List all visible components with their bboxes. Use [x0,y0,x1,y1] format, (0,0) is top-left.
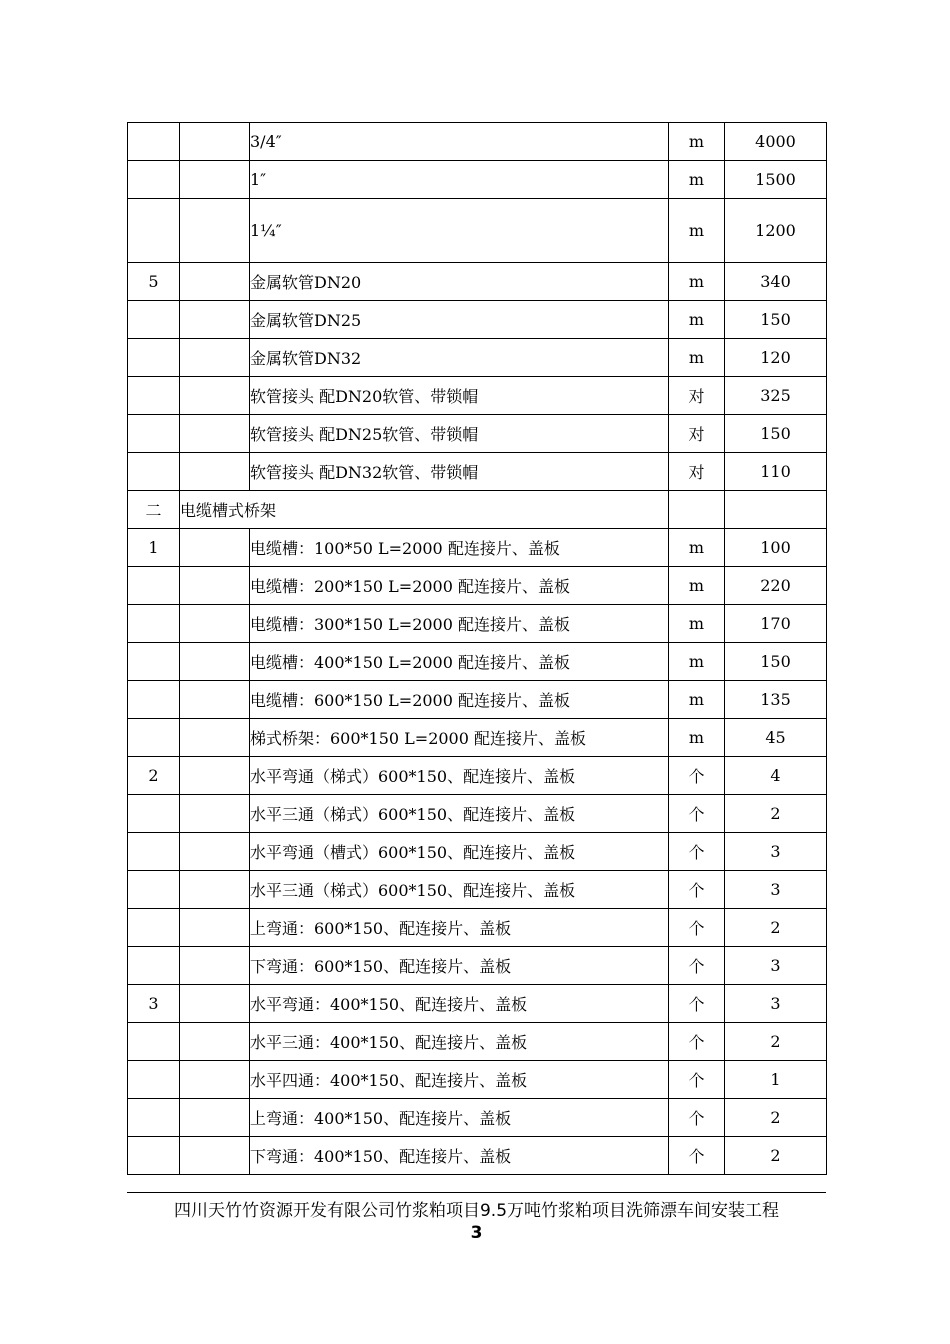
item-number-cell [128,301,180,339]
item-name-cell [180,1023,250,1061]
table-row [128,605,827,643]
unit-cell: m [669,681,725,719]
unit-cell: 个 [669,795,725,833]
quantity-cell: 3 [725,985,827,1023]
description-cell: 3/4″ [250,123,669,161]
materials-table-body [128,123,827,1175]
item-number-cell [128,1137,180,1175]
materials-table [127,122,827,1175]
table-row [128,263,827,301]
unit-cell: m [669,605,725,643]
item-number-cell [128,681,180,719]
item-number-cell [128,377,180,415]
item-number-cell [128,453,180,491]
quantity-cell: 1500 [725,161,827,199]
quantity-cell: 2 [725,909,827,947]
description-cell: 1″ [250,161,669,199]
description-cell: 软管接头 配DN25软管、带锁帽 [250,415,669,453]
item-number-cell [128,1023,180,1061]
item-name-cell [180,567,250,605]
quantity-cell: 4000 [725,123,827,161]
quantity-cell [725,491,827,529]
description-cell: 上弯通：600*150、配连接片、盖板 [250,909,669,947]
unit-cell: 对 [669,415,725,453]
quantity-cell: 3 [725,833,827,871]
quantity-cell: 110 [725,453,827,491]
quantity-cell: 135 [725,681,827,719]
unit-cell: 个 [669,1099,725,1137]
item-number-cell [128,1099,180,1137]
quantity-cell: 150 [725,301,827,339]
item-name-cell [180,123,250,161]
item-name-cell [180,377,250,415]
quantity-cell: 4 [725,757,827,795]
unit-cell: m [669,123,725,161]
item-name-cell [180,1061,250,1099]
quantity-cell: 45 [725,719,827,757]
footer-divider [127,1192,826,1193]
table-row [128,1137,827,1175]
quantity-cell: 325 [725,377,827,415]
item-number-cell [128,1061,180,1099]
item-number-cell [128,567,180,605]
unit-cell: m [669,301,725,339]
description-cell: 下弯通：400*150、配连接片、盖板 [250,1137,669,1175]
unit-cell: m [669,643,725,681]
item-number-cell: 3 [128,985,180,1023]
table-row [128,567,827,605]
unit-cell: 个 [669,909,725,947]
description-cell: 金属软管DN32 [250,339,669,377]
table-row [128,1099,827,1137]
unit-cell: m [669,199,725,263]
description-cell: 金属软管DN25 [250,301,669,339]
description-cell: 电缆槽：300*150 L=2000 配连接片、盖板 [250,605,669,643]
item-number-cell [128,947,180,985]
item-number-cell: 二 [128,491,180,529]
unit-cell: 个 [669,757,725,795]
description-cell: 电缆槽：400*150 L=2000 配连接片、盖板 [250,643,669,681]
unit-cell: 对 [669,453,725,491]
quantity-cell: 120 [725,339,827,377]
table-row [128,491,827,529]
quantity-cell: 1200 [725,199,827,263]
unit-cell: m [669,263,725,301]
table-row [128,681,827,719]
description-cell: 水平三通（梯式）600*150、配连接片、盖板 [250,871,669,909]
table-row [128,123,827,161]
description-cell: 水平弯通：400*150、配连接片、盖板 [250,985,669,1023]
unit-cell: m [669,161,725,199]
unit-cell: 个 [669,871,725,909]
quantity-cell: 2 [725,1137,827,1175]
item-name-cell [180,795,250,833]
table-row [128,643,827,681]
quantity-cell: 2 [725,1023,827,1061]
table-row [128,415,827,453]
table-row [128,1061,827,1099]
description-cell: 1¼″ [250,199,669,263]
description-cell: 软管接头 配DN32软管、带锁帽 [250,453,669,491]
item-name-cell [180,339,250,377]
table-row [128,377,827,415]
item-name-cell [180,681,250,719]
description-cell: 软管接头 配DN20软管、带锁帽 [250,377,669,415]
unit-cell: m [669,339,725,377]
item-name-cell [180,453,250,491]
quantity-cell: 100 [725,529,827,567]
description-cell: 电缆槽：600*150 L=2000 配连接片、盖板 [250,681,669,719]
description-cell: 电缆槽：200*150 L=2000 配连接片、盖板 [250,567,669,605]
quantity-cell: 2 [725,1099,827,1137]
quantity-cell: 220 [725,567,827,605]
item-name-cell [180,947,250,985]
item-name-cell [180,871,250,909]
item-number-cell [128,199,180,263]
section-title-cell: 电缆槽式桥架 [180,491,669,529]
description-cell: 水平四通：400*150、配连接片、盖板 [250,1061,669,1099]
table-row [128,529,827,567]
table-row [128,453,827,491]
unit-cell: 个 [669,1137,725,1175]
item-number-cell [128,605,180,643]
table-row [128,947,827,985]
table-row [128,161,827,199]
quantity-cell: 3 [725,871,827,909]
item-number-cell [128,871,180,909]
table-row [128,833,827,871]
item-number-cell [128,339,180,377]
quantity-cell: 150 [725,415,827,453]
description-cell: 上弯通：400*150、配连接片、盖板 [250,1099,669,1137]
item-name-cell [180,1137,250,1175]
quantity-cell: 150 [725,643,827,681]
footer-project-title: 四川天竹竹资源开发有限公司竹浆粕项目9.5万吨竹浆粕项目洗筛漂车间安装工程 [173,1201,780,1221]
quantity-cell: 170 [725,605,827,643]
item-number-cell [128,909,180,947]
table-row [128,719,827,757]
page-number: 3 [470,1223,483,1243]
unit-cell [669,491,725,529]
table-row [128,301,827,339]
unit-cell: 个 [669,985,725,1023]
quantity-cell: 340 [725,263,827,301]
item-number-cell [128,123,180,161]
item-name-cell [180,643,250,681]
unit-cell: 个 [669,1023,725,1061]
item-number-cell [128,719,180,757]
item-number-cell [128,795,180,833]
item-number-cell: 2 [128,757,180,795]
item-name-cell [180,605,250,643]
table-row [128,199,827,263]
description-cell: 水平弯通（槽式）600*150、配连接片、盖板 [250,833,669,871]
item-number-cell: 5 [128,263,180,301]
item-name-cell [180,833,250,871]
item-name-cell [180,161,250,199]
description-cell: 水平三通：400*150、配连接片、盖板 [250,1023,669,1061]
quantity-cell: 3 [725,947,827,985]
description-cell: 水平三通（梯式）600*150、配连接片、盖板 [250,795,669,833]
unit-cell: 对 [669,377,725,415]
item-name-cell [180,757,250,795]
unit-cell: 个 [669,947,725,985]
item-name-cell [180,529,250,567]
item-number-cell: 1 [128,529,180,567]
item-name-cell [180,263,250,301]
quantity-cell: 1 [725,1061,827,1099]
unit-cell: m [669,529,725,567]
item-number-cell [128,833,180,871]
item-number-cell [128,643,180,681]
item-name-cell [180,1099,250,1137]
item-name-cell [180,985,250,1023]
table-row [128,795,827,833]
unit-cell: m [669,567,725,605]
item-number-cell [128,415,180,453]
item-number-cell [128,161,180,199]
description-cell: 电缆槽：100*50 L=2000 配连接片、盖板 [250,529,669,567]
table-row [128,909,827,947]
unit-cell: 个 [669,833,725,871]
table-row [128,757,827,795]
item-name-cell [180,415,250,453]
description-cell: 梯式桥架：600*150 L=2000 配连接片、盖板 [250,719,669,757]
item-name-cell [180,719,250,757]
description-cell: 下弯通：600*150、配连接片、盖板 [250,947,669,985]
table-row [128,871,827,909]
table-row [128,985,827,1023]
description-cell: 金属软管DN20 [250,263,669,301]
table-row [128,1023,827,1061]
item-name-cell [180,301,250,339]
item-name-cell [180,199,250,263]
unit-cell: 个 [669,1061,725,1099]
description-cell: 水平弯通（梯式）600*150、配连接片、盖板 [250,757,669,795]
table-row [128,339,827,377]
item-name-cell [180,909,250,947]
unit-cell: m [669,719,725,757]
quantity-cell: 2 [725,795,827,833]
